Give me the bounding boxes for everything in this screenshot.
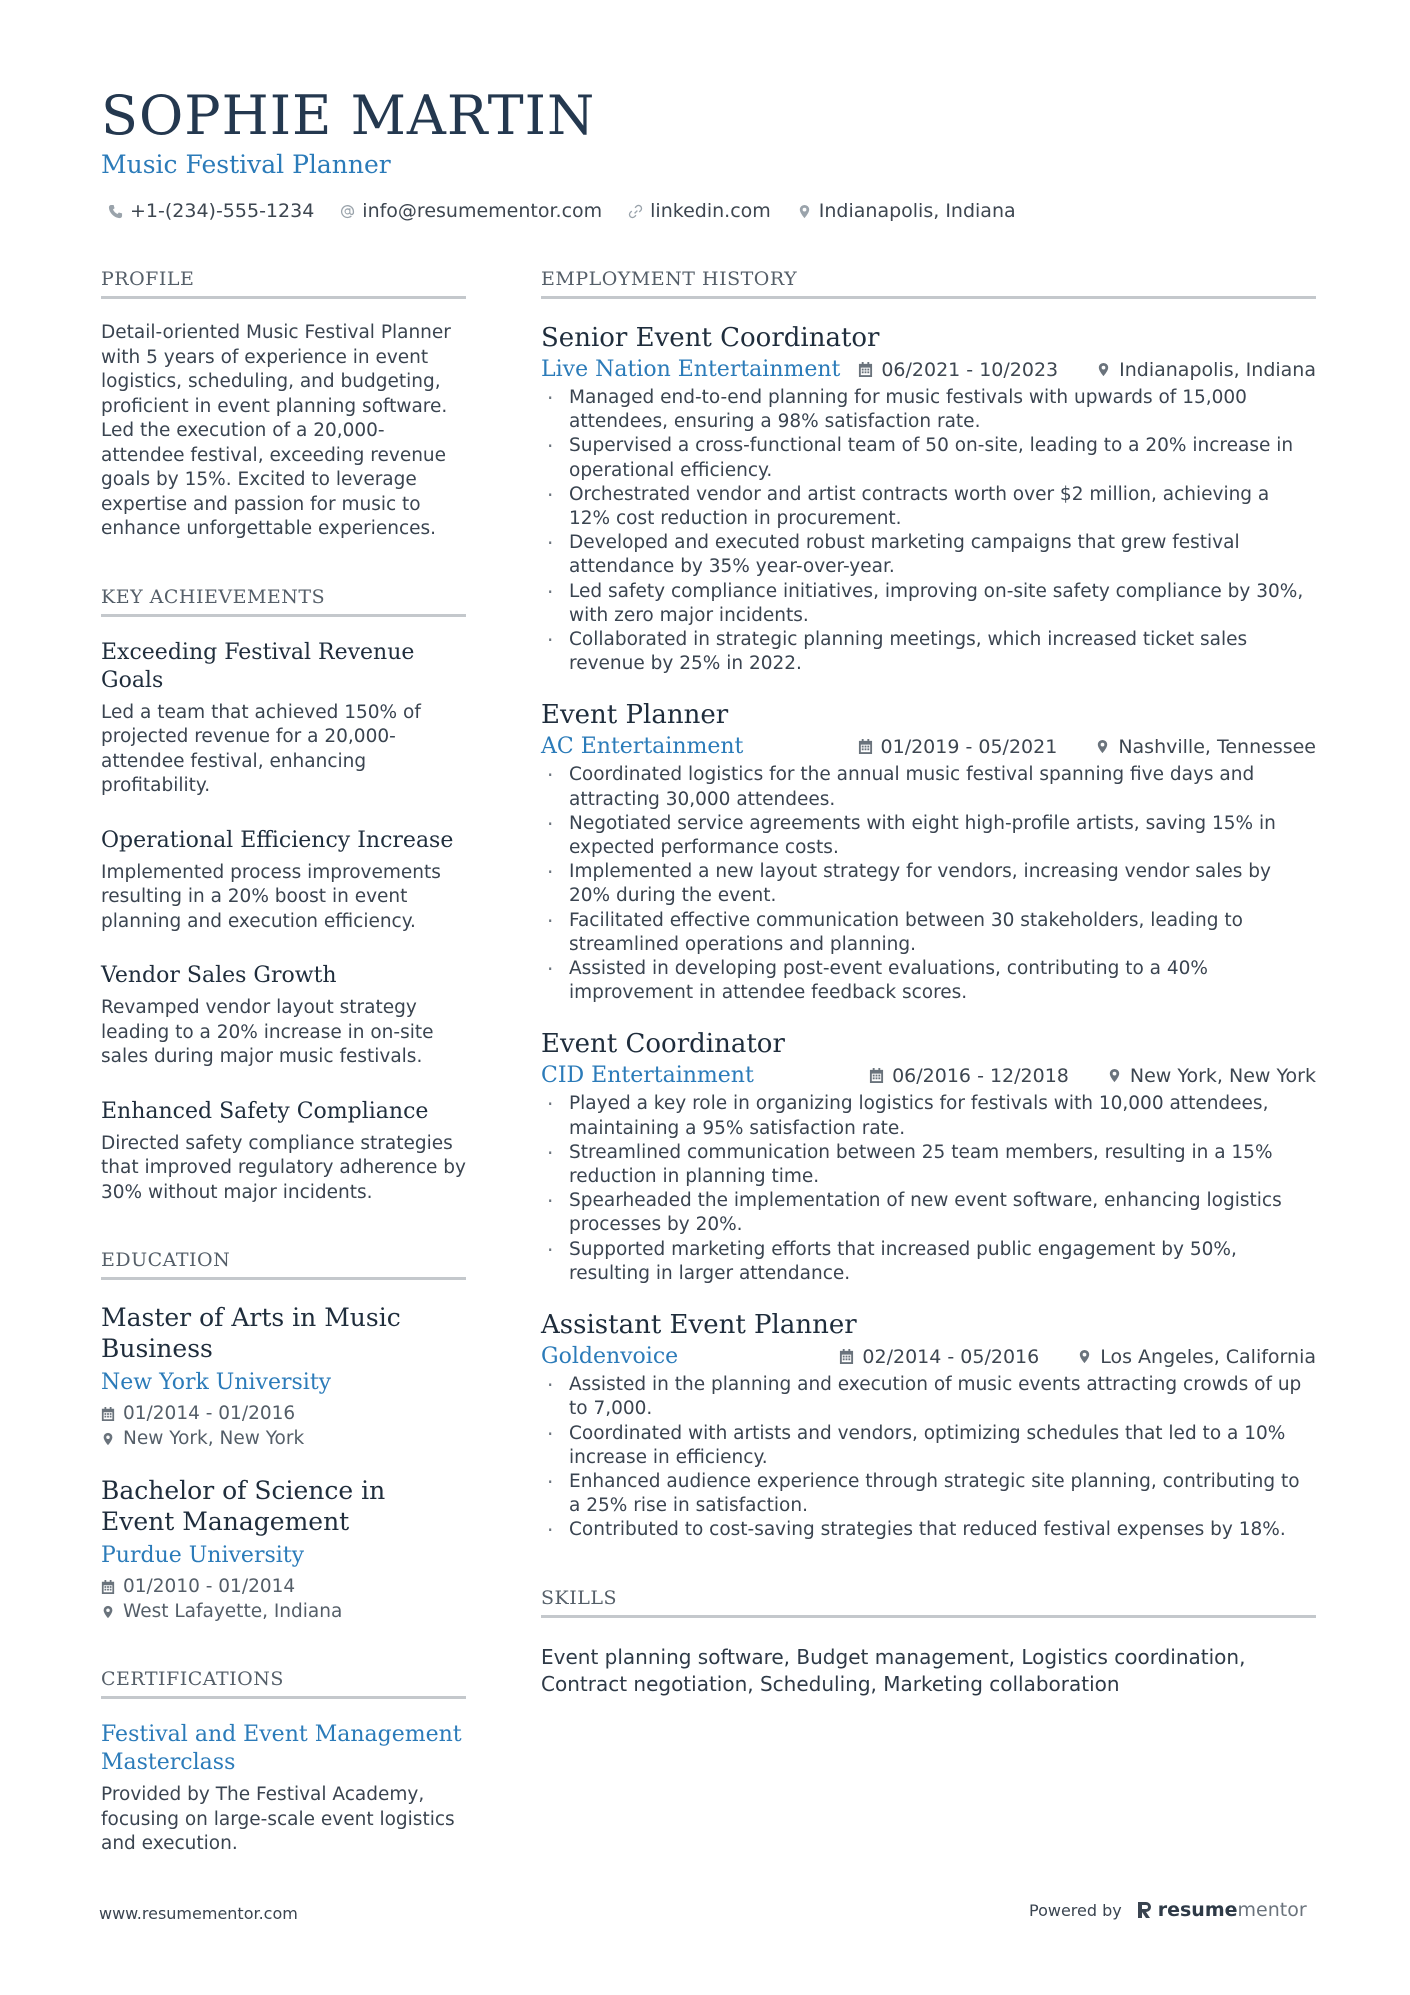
job-bullet: · Streamlined communication between 25 team members, resulting in a 15% reduction in planning time. bbox=[541, 1141, 1316, 1189]
certification-text: Provided by The Festival Academy, focusing on large-scale event logistics and execution. bbox=[101, 1784, 455, 1854]
brand-logo[interactable] bbox=[1136, 1899, 1307, 1921]
calendar-icon bbox=[839, 1349, 854, 1364]
calendar-icon bbox=[858, 739, 873, 754]
job-entry bbox=[541, 698, 1316, 1005]
achievement-text: Implemented process improvements resulting in a 20% boost in event planning and execution efficiency. bbox=[101, 861, 441, 932]
contact-email bbox=[340, 200, 602, 222]
calendar-icon bbox=[869, 1068, 884, 1083]
certification-item bbox=[101, 1721, 466, 1857]
profile-section bbox=[101, 268, 466, 542]
job-title: Music Festival Planner bbox=[101, 150, 391, 179]
certification-title: Festival and Event Management Masterclass bbox=[101, 1722, 462, 1775]
achievement-title: Exceeding Festival Revenue Goals bbox=[101, 639, 415, 693]
phone-icon bbox=[108, 204, 123, 219]
achievement-title: Vendor Sales Growth bbox=[101, 963, 337, 988]
job-entry-company: AC Entertainment bbox=[541, 734, 744, 760]
calendar-icon bbox=[858, 362, 873, 377]
profile-text: Detail-oriented Music Festival Planner with 5 years of experience in event logistics, scheduling, and budgeting, proficient in event planning software. Led the execution of a 20,000-attendee festival, exceeding revenue goals by 15%. Excited to leverage expertise and passion for music to enhance unforgettable experiences. bbox=[101, 322, 451, 539]
education-heading: EDUCATION bbox=[101, 1249, 466, 1280]
job-bullet: · Developed and executed robust marketing campaigns that grew festival attendance by 35% year-over-year. bbox=[541, 531, 1316, 579]
profile-heading: PROFILE bbox=[101, 268, 466, 299]
location-pin-icon bbox=[101, 1605, 115, 1619]
job-entry-dates: 06/2021 - 10/2023 bbox=[881, 358, 1059, 381]
candidate-name: SOPHIE MARTIN bbox=[101, 84, 596, 147]
job-entry-dates: 06/2016 - 12/2018 bbox=[892, 1064, 1069, 1087]
at-icon bbox=[340, 204, 355, 219]
achievement-item bbox=[101, 639, 466, 799]
job-bullet: · Supported marketing efforts that increased public engagement by 50%, resulting in larger attendance. bbox=[541, 1238, 1316, 1286]
education-degree: Master of Arts in Music Business bbox=[101, 1303, 401, 1363]
job-entry bbox=[541, 321, 1316, 676]
job-bullet: · Collaborated in strategic planning meetings, which increased ticket sales revenue by 25% in 2022. bbox=[541, 628, 1316, 676]
job-bullet: · Coordinated logistics for the annual music festival spanning five days and attracting 30,000 attendees. bbox=[541, 763, 1316, 811]
resumementor-logo-icon bbox=[1136, 1900, 1152, 1920]
job-entry-location: Nashville, Tennessee bbox=[1118, 735, 1316, 758]
job-entry-meta bbox=[858, 736, 1316, 758]
brand-accent: mentor bbox=[1237, 1899, 1307, 1921]
contact-linkedin bbox=[628, 200, 771, 222]
job-entry-dates: 02/2014 - 05/2016 bbox=[862, 1345, 1040, 1368]
location-pin-icon bbox=[1077, 1349, 1092, 1364]
job-entry-title: Senior Event Coordinator bbox=[541, 323, 880, 353]
job-bullet: · Managed end-to-end planning for music festivals with upwards of 15,000 attendees, ensuring a 98% satisfaction rate. bbox=[541, 386, 1316, 434]
achievement-title: Operational Efficiency Increase bbox=[101, 827, 454, 853]
education-location-text: New York, New York bbox=[123, 1428, 305, 1449]
job-entry-title: Event Planner bbox=[541, 700, 729, 731]
achievement-title: Enhanced Safety Compliance bbox=[101, 1098, 429, 1124]
job-bullet: · Spearheaded the implementation of new event software, enhancing logistics processes by 20%. bbox=[541, 1189, 1316, 1237]
brand-main: resume bbox=[1157, 1899, 1238, 1921]
job-bullet: · Enhanced audience experience through strategic site planning, contributing to a 25% rise in satisfaction. bbox=[541, 1470, 1316, 1518]
certifications-heading: CERTIFICATIONS bbox=[101, 1668, 466, 1699]
job-entry-company: Live Nation Entertainment bbox=[541, 357, 841, 382]
job-entry-meta-line bbox=[541, 357, 1316, 382]
job-entry-company: Goldenvoice bbox=[541, 1344, 679, 1370]
job-entry-location: New York, New York bbox=[1129, 1064, 1316, 1087]
job-bullet: · Led safety compliance initiatives, improving on-site safety compliance by 30%, with zero major incidents. bbox=[541, 580, 1316, 628]
location-pin-icon bbox=[797, 204, 812, 219]
job-entry-bullets bbox=[541, 1092, 1316, 1286]
contact-location bbox=[797, 200, 1016, 222]
job-entry-meta-line bbox=[541, 1063, 1316, 1088]
location-pin-icon bbox=[1107, 1068, 1122, 1083]
powered-by-label: Powered by bbox=[1029, 1900, 1122, 1920]
job-entry bbox=[541, 1027, 1316, 1286]
job-entry-location: Indianapolis, Indiana bbox=[1119, 358, 1316, 381]
job-entry-dates: 01/2019 - 05/2021 bbox=[880, 735, 1058, 758]
achievement-item bbox=[101, 1098, 466, 1206]
location-pin-icon bbox=[1096, 362, 1111, 377]
calendar-icon bbox=[101, 1407, 115, 1421]
skills-heading: SKILLS bbox=[541, 1587, 1316, 1618]
location-text: Indianapolis, Indiana bbox=[818, 200, 1016, 222]
job-entry-title: Assistant Event Planner bbox=[541, 1310, 857, 1341]
education-item bbox=[101, 1475, 466, 1624]
job-entry-bullets bbox=[541, 1373, 1316, 1542]
achievements-section bbox=[101, 586, 466, 1206]
achievement-item bbox=[101, 962, 466, 1070]
skills-section bbox=[541, 1587, 1316, 1698]
job-entry-meta bbox=[839, 1346, 1316, 1368]
contact-phone bbox=[108, 200, 314, 222]
achievement-text: Led a team that achieved 150% of projected revenue for a 20,000-attendee festival, enhancing profitability. bbox=[101, 701, 421, 796]
education-degree: Bachelor of Science in Event Management bbox=[101, 1476, 386, 1536]
email-text: info@resumementor.com bbox=[362, 200, 603, 222]
contact-bar bbox=[108, 200, 1016, 222]
link-icon bbox=[628, 204, 643, 219]
left-column bbox=[101, 268, 466, 1857]
location-pin-icon bbox=[1095, 739, 1110, 754]
achievement-text: Revamped vendor layout strategy leading to a 20% increase in on-site sales during major music festivals. bbox=[101, 997, 434, 1067]
employment-section bbox=[541, 268, 1316, 1543]
job-entry-location: Los Angeles, California bbox=[1100, 1345, 1316, 1368]
achievement-item bbox=[101, 827, 466, 935]
job-entry-bullets bbox=[541, 763, 1316, 1005]
job-bullet: · Negotiated service agreements with eight high-profile artists, saving 15% in expected performance costs. bbox=[541, 812, 1316, 860]
job-entry-bullets bbox=[541, 386, 1316, 676]
calendar-icon bbox=[101, 1580, 115, 1594]
job-bullet: · Assisted in the planning and execution of music events attracting crowds of up to 7,000. bbox=[541, 1373, 1316, 1421]
job-entry-company: CID Entertainment bbox=[541, 1063, 754, 1089]
location-pin-icon bbox=[101, 1432, 115, 1446]
achievements-heading: KEY ACHIEVEMENTS bbox=[101, 586, 466, 617]
job-entry-meta bbox=[858, 359, 1316, 381]
job-bullet: · Implemented a new layout strategy for vendors, increasing vendor sales by 20% during the event. bbox=[541, 860, 1316, 908]
education-item bbox=[101, 1302, 466, 1451]
skills-text: Event planning software, Budget management, Logistics coordination, Contract negotiation, Scheduling, Marketing collaboration bbox=[541, 1644, 1246, 1696]
education-dates-text: 01/2014 - 01/2016 bbox=[123, 1403, 296, 1424]
job-entry-meta-line bbox=[541, 734, 1316, 759]
education-dates bbox=[101, 1401, 466, 1426]
phone-text: +1-(234)-555-1234 bbox=[130, 200, 315, 222]
education-location bbox=[101, 1426, 466, 1451]
job-bullet: · Assisted in developing post-event evaluations, contributing to a 40% improvement in attendee feedback scores. bbox=[541, 957, 1316, 1005]
certifications-section bbox=[101, 1668, 466, 1857]
job-bullet: · Contributed to cost-saving strategies that reduced festival expenses by 18%. bbox=[541, 1518, 1316, 1542]
footer-powered bbox=[1029, 1899, 1307, 1921]
right-column bbox=[541, 268, 1316, 1698]
job-bullet: · Played a key role in organizing logistics for festivals with 10,000 attendees, maintaining a 95% satisfaction rate. bbox=[541, 1092, 1316, 1140]
education-location bbox=[101, 1599, 466, 1624]
job-bullet: · Facilitated effective communication between 30 stakeholders, leading to streamlined operations and planning. bbox=[541, 909, 1316, 957]
education-section bbox=[101, 1249, 466, 1624]
footer-website[interactable]: www.resumementor.com bbox=[99, 1904, 298, 1923]
employment-heading: EMPLOYMENT HISTORY bbox=[541, 268, 1316, 299]
job-entry-title: Event Coordinator bbox=[541, 1029, 785, 1060]
linkedin-text: linkedin.com bbox=[650, 200, 771, 222]
job-bullet: · Coordinated with artists and vendors, optimizing schedules that led to a 10% increase in efficiency. bbox=[541, 1422, 1316, 1470]
job-entry-meta bbox=[869, 1065, 1316, 1087]
job-bullet: · Supervised a cross-functional team of 50 on-site, leading to a 20% increase in operational efficiency. bbox=[541, 434, 1316, 482]
education-school: Purdue University bbox=[101, 1543, 305, 1568]
job-bullet: · Orchestrated vendor and artist contracts worth over $2 million, achieving a 12% cost reduction in procurement. bbox=[541, 483, 1316, 531]
job-entry-meta-line bbox=[541, 1344, 1316, 1369]
education-location-text: West Lafayette, Indiana bbox=[123, 1601, 343, 1622]
education-dates bbox=[101, 1574, 466, 1599]
achievement-text: Directed safety compliance strategies that improved regulatory adherence by 30% without major incidents. bbox=[101, 1132, 466, 1203]
education-school: New York University bbox=[101, 1370, 332, 1395]
education-dates-text: 01/2010 - 01/2014 bbox=[123, 1576, 296, 1597]
job-entry bbox=[541, 1308, 1316, 1542]
